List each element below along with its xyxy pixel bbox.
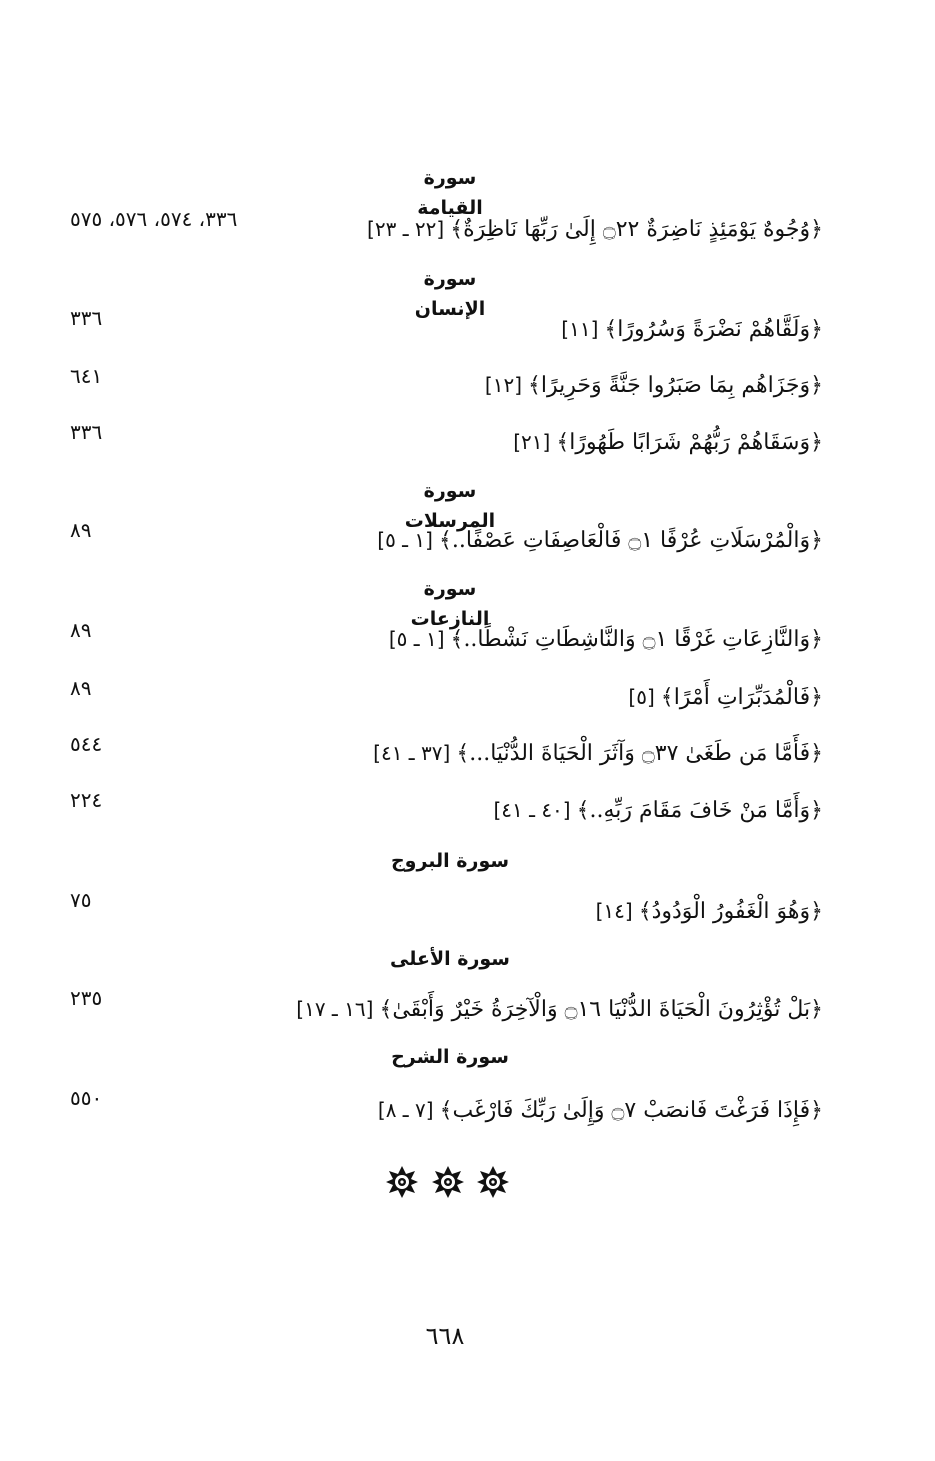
verse-reference: [٢١] [513, 430, 551, 454]
verse-quote: ﴿وَهُوَ الْغَفُورُ الْوَدُودُ﴾ [638, 899, 823, 924]
page-references: ٥٤٤ [70, 732, 103, 756]
section-heading: سورة الإنسان [414, 268, 486, 320]
page-references: ٦٤١ [70, 364, 103, 388]
star-ornament-icon [385, 1165, 419, 1199]
verse-text [378, 1093, 823, 1128]
section-heading: سورة الأعلى [390, 948, 510, 970]
verse-quote: ﴿وَلَقَّاهُمْ نَضْرَةً وَسُرُورًا﴾ [604, 317, 823, 342]
page-references: ٨٩ [70, 518, 92, 542]
verse-reference: [١١] [561, 317, 599, 341]
verse-quote: ﴿وَالنَّازِعَاتِ غَرْقًا ۝١ وَالنَّاشِطَاتِ نَشْطًا..﴾ [450, 627, 823, 652]
verse-quote: ﴿وَأَمَّا مَنْ خَافَ مَقَامَ رَبِّهِ..﴾ [576, 798, 823, 823]
section-heading: سورة البروج [390, 850, 510, 872]
verse-quote: ﴿فَإِذَا فَرَغْتَ فَانصَبْ ۝٧ وَإِلَىٰ رَبِّكَ فَارْغَب﴾ [439, 1098, 823, 1123]
section-heading: سورة المرسلات [404, 480, 496, 532]
verse-text [493, 793, 823, 828]
star-ornament-icon [476, 1165, 510, 1199]
section-heading: سورة الشرح [391, 1046, 509, 1068]
verse-text [485, 368, 823, 403]
verse-reference: [٣٧ ـ ٤١] [373, 741, 451, 765]
verse-text [628, 680, 823, 715]
page-references: ٢٢٤ [70, 788, 103, 812]
page-references: ٢٣٥ [70, 986, 103, 1010]
verse-reference: [٤٠ ـ ٤١] [493, 798, 571, 822]
verse-reference: [٢٢ ـ ٢٣] [367, 217, 445, 241]
verse-quote: ﴿وَسَقَاهُمْ رَبُّهُمْ شَرَابًا طَهُورًا﴾ [556, 430, 823, 455]
verse-reference: [١٢] [484, 373, 523, 397]
verse-reference: [٥] [628, 685, 655, 709]
verse-reference: [١٤] [595, 899, 633, 923]
verse-quote: ﴿وُجُوهٌ يَوْمَئِذٍ نَاضِرَةٌ ۝٢٢ إِلَىٰ رَبِّهَا نَاظِرَةٌ﴾ [450, 217, 823, 242]
verse-quote: ﴿فَالْمُدَبِّرَاتِ أَمْرًا﴾ [660, 685, 823, 710]
verse-quote: ﴿وَجَزَاهُم بِمَا صَبَرُوا جَنَّةً وَحَرِيرًا﴾ [528, 373, 823, 398]
verse-text [513, 425, 823, 460]
page-references: ٧٥ [70, 888, 92, 912]
verse-text [367, 212, 823, 247]
page-references: ٣٣٦ [70, 306, 103, 330]
verse-quote: ﴿بَلْ تُؤْثِرُونَ الْحَيَاةَ الدُّنْيَا ۝١٦ وَالْآخِرَةُ خَيْرٌ وَأَبْقَىٰ﴾ [379, 997, 823, 1022]
verse-reference: [١ ـ ٥] [388, 627, 445, 651]
verse-text [373, 736, 823, 771]
page-references: ٨٩ [70, 676, 92, 700]
page-number: ٦٦٨ [425, 1322, 465, 1350]
verse-text [377, 523, 823, 558]
section-heading: سورة القيامة [417, 167, 483, 219]
verse-reference: [١ ـ ٥] [377, 528, 433, 552]
verse-quote: ﴿فَأَمَّا مَن طَغَىٰ ۝٣٧ وَآثَرَ الْحَيَاةَ الدُّنْيَا...﴾ [456, 741, 823, 766]
verse-quote: ﴿وَالْمُرْسَلَاتِ عُرْفًا ۝١ فَالْعَاصِفَاتِ عَصْفًا..﴾ [438, 528, 823, 553]
star-ornament-icon [431, 1165, 465, 1199]
verse-text [596, 894, 823, 929]
verse-text [389, 622, 823, 657]
page-references: ٣٣٦، ٥٧٤، ٥٧٦، ٥٧٥ [70, 207, 238, 231]
page-references: ٨٩ [70, 618, 92, 642]
verse-text [561, 312, 823, 347]
page-references: ٣٣٦ [70, 420, 103, 444]
end-ornaments [385, 1162, 510, 1202]
verse-reference: [١٦ ـ ١٧] [296, 997, 374, 1021]
section-heading: سورة النازعات [410, 578, 490, 630]
verse-reference: [٧ ـ ٨] [377, 1098, 434, 1122]
page-references: ٥٥٠ [70, 1086, 103, 1110]
verse-text [296, 992, 823, 1027]
